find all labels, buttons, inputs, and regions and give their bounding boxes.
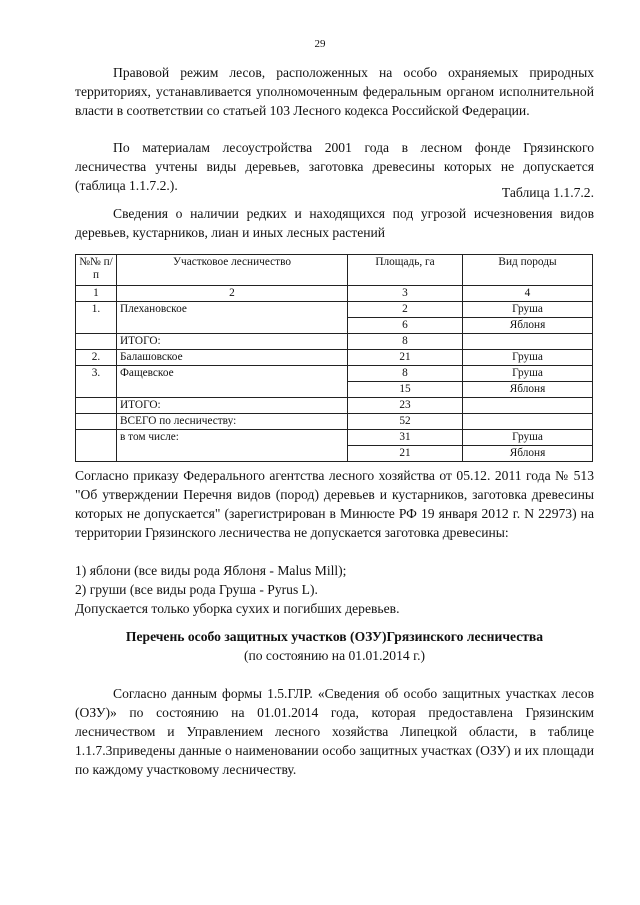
- row-area: 21: [348, 446, 463, 462]
- row-area: 23: [348, 398, 463, 414]
- table-row: [76, 398, 593, 414]
- header-area: Площадь, га: [348, 255, 463, 286]
- row-area: 6: [348, 318, 463, 334]
- row-area: 8: [348, 366, 463, 382]
- row-forestry: ВСЕГО по лесничеству:: [117, 414, 348, 430]
- section-subtitle: (по состоянию на 01.01.2014 г.): [243, 648, 426, 663]
- paragraph-allowed: Допускается только уборка сухих и погибших деревьев.: [75, 601, 400, 616]
- row-area: 2: [348, 302, 463, 318]
- table-row: [76, 414, 593, 430]
- row-number: [76, 334, 117, 350]
- header-number: №№ п/п: [76, 255, 117, 286]
- page-number: 29: [314, 38, 326, 50]
- table-row: [76, 350, 593, 366]
- row-species: Груша: [463, 430, 593, 446]
- row-number: 1.: [76, 302, 117, 334]
- paragraph-ozu-form: Согласно данным формы 1.5.ГЛР. «Сведения об особо защитных участках лесов (ОЗУ)» по состоянию на 01.01.2014 года, которая предоставлена Грязинским лесничеством и Управлением лесного хозяйства Липецкой области, в таблице 1.1.7.3приведены данные о наименовании особо защитных участках (ОЗУ) и их площади по каждому участковому лесничеству.: [75, 686, 594, 777]
- header-species: Вид породы: [463, 255, 593, 286]
- index-cell: 3: [348, 286, 463, 302]
- row-forestry: Фащевское: [117, 366, 348, 398]
- row-number: [76, 414, 117, 430]
- row-species: Груша: [463, 302, 593, 318]
- index-cell: 4: [463, 286, 593, 302]
- row-species: Яблоня: [463, 382, 593, 398]
- row-forestry: Балашовское: [117, 350, 348, 366]
- row-forestry: Плехановское: [117, 302, 348, 334]
- paragraph-legal-regime: Правовой режим лесов, расположенных на особо охраняемых природных территориях, устанавливается уполномоченным федеральным органом исполнительной власти в соответствии со статьей 103 Лесного кодекса Российской Федерации.: [75, 65, 594, 118]
- table-row: [76, 334, 593, 350]
- list-item: 1) яблони (все виды рода Яблоня - Malus Mill);: [75, 563, 347, 578]
- row-forestry: ИТОГО:: [117, 334, 348, 350]
- header-forestry: Участковое лесничество: [117, 255, 348, 286]
- row-area: 31: [348, 430, 463, 446]
- paragraph-order-513: Согласно приказу Федерального агентства лесного хозяйства от 05.12. 2011 года № 513 "Об утверждении Перечня видов (пород) деревьев и кустарников, заготовка древесины которых не допускается" (зарегистрирован в Минюсте РФ 19 января 2012 г. N 22973) на территории Грязинского лесничества не допускается заготовка древесины:: [75, 468, 594, 540]
- row-species: [463, 334, 593, 350]
- index-cell: 1: [76, 286, 117, 302]
- row-species: Груша: [463, 366, 593, 382]
- row-species: Груша: [463, 350, 593, 366]
- table-caption: Таблица 1.1.7.2.: [501, 185, 594, 200]
- row-species: [463, 398, 593, 414]
- row-number: 2.: [76, 350, 117, 366]
- index-cell: 2: [117, 286, 348, 302]
- row-area: 21: [348, 350, 463, 366]
- rare-species-table: [75, 254, 593, 462]
- prohibited-species-list: [75, 561, 594, 618]
- paragraph-forest-inventory: По материалам лесоустройства 2001 года в лесном фонде Грязинского лесничества учтены виды деревьев, заготовка древесины которых не допускается (таблица 1.1.7.2.).: [75, 140, 594, 193]
- table-row: [76, 430, 593, 446]
- list-item: 2) груши (все виды рода Груша - Pyrus L).: [75, 582, 318, 597]
- row-number: [76, 430, 117, 462]
- table-title: Сведения о наличии редких и находящихся под угрозой исчезновения видов деревьев, кустарников, лиан и иных лесных растений: [75, 206, 594, 240]
- table-header-row: [76, 255, 593, 286]
- table-index-row: [76, 286, 593, 302]
- row-number: [76, 398, 117, 414]
- row-forestry: в том числе:: [117, 430, 348, 462]
- row-species: Яблоня: [463, 318, 593, 334]
- row-number: 3.: [76, 366, 117, 398]
- row-species: Яблоня: [463, 446, 593, 462]
- row-area: 15: [348, 382, 463, 398]
- row-area: 8: [348, 334, 463, 350]
- table-row: [76, 302, 593, 318]
- table-row: [76, 366, 593, 382]
- section-title: Перечень особо защитных участков (ОЗУ)Грязинского лесничества: [125, 629, 544, 644]
- row-forestry: ИТОГО:: [117, 398, 348, 414]
- row-species: [463, 414, 593, 430]
- row-area: 52: [348, 414, 463, 430]
